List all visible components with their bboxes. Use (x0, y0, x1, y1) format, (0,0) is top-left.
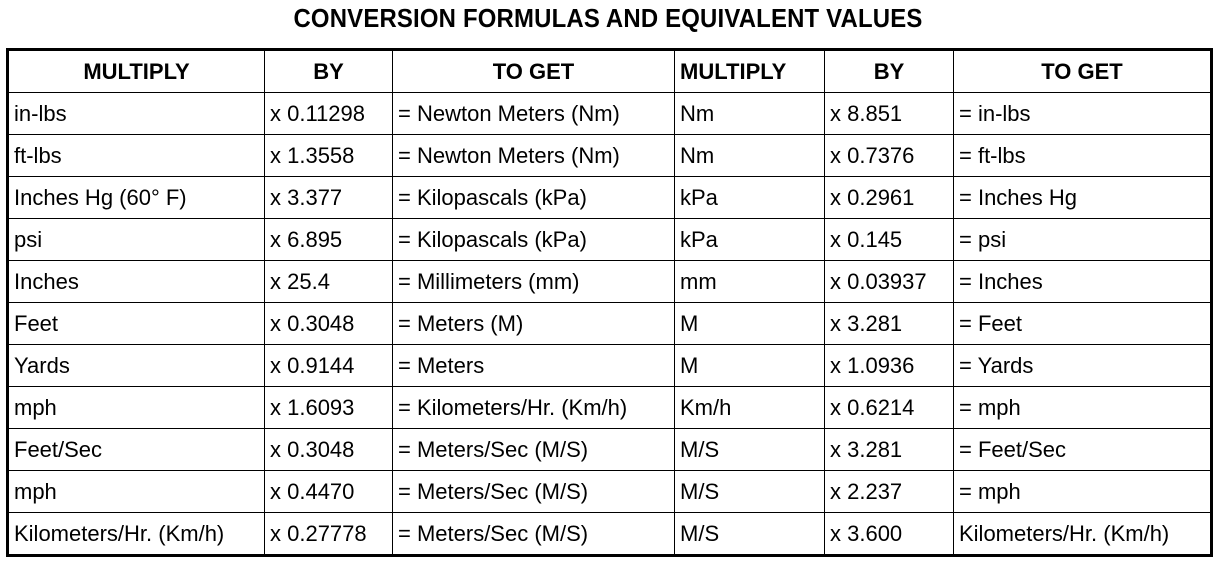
table-row (8, 429, 1212, 471)
by-cell: x 0.9144 (265, 345, 393, 387)
to-get-reverse-cell: = Inches Hg (954, 177, 1212, 219)
multiply-cell: Kilometers/Hr. (Km/h) (8, 513, 265, 556)
by-reverse-cell: x 3.281 (825, 429, 954, 471)
by-cell: x 0.3048 (265, 303, 393, 345)
multiply-cell: Feet/Sec (8, 429, 265, 471)
by-cell: x 25.4 (265, 261, 393, 303)
table-row (8, 471, 1212, 513)
to-get-reverse-cell: Kilometers/Hr. (Km/h) (954, 513, 1212, 556)
to-get-cell: = Kilometers/Hr. (Km/h) (393, 387, 675, 429)
multiply-reverse-cell: M/S (675, 513, 825, 556)
by-reverse-cell: x 0.03937 (825, 261, 954, 303)
to-get-reverse-cell: = mph (954, 387, 1212, 429)
to-get-reverse-cell: = mph (954, 471, 1212, 513)
multiply-cell: Yards (8, 345, 265, 387)
by-reverse-cell: x 8.851 (825, 93, 954, 135)
multiply-reverse-cell: M/S (675, 471, 825, 513)
multiply-reverse-cell: Km/h (675, 387, 825, 429)
multiply-reverse-cell: M/S (675, 429, 825, 471)
table-row (8, 93, 1212, 135)
to-get-reverse-cell: = ft-lbs (954, 135, 1212, 177)
to-get-cell: = Millimeters (mm) (393, 261, 675, 303)
by-cell: x 0.4470 (265, 471, 393, 513)
to-get-cell: = Meters/Sec (M/S) (393, 513, 675, 556)
to-get-cell: = Newton Meters (Nm) (393, 135, 675, 177)
multiply-cell: mph (8, 387, 265, 429)
table-row (8, 219, 1212, 261)
to-get-cell: = Meters/Sec (M/S) (393, 471, 675, 513)
table-row (8, 345, 1212, 387)
multiply-reverse-cell: Nm (675, 135, 825, 177)
page-title: CONVERSION FORMULAS AND EQUIVALENT VALUES (293, 3, 923, 33)
table-row (8, 513, 1212, 556)
column-header-by: BY (265, 50, 393, 93)
to-get-reverse-cell: = Inches (954, 261, 1212, 303)
to-get-reverse-cell: = Feet (954, 303, 1212, 345)
to-get-reverse-cell: = Yards (954, 345, 1212, 387)
to-get-cell: = Kilopascals (kPa) (393, 177, 675, 219)
multiply-reverse-cell: kPa (675, 219, 825, 261)
table-header-row (8, 50, 1212, 93)
multiply-reverse-cell: kPa (675, 177, 825, 219)
multiply-reverse-cell: M (675, 345, 825, 387)
by-cell: x 1.3558 (265, 135, 393, 177)
to-get-cell: = Kilopascals (kPa) (393, 219, 675, 261)
table-row (8, 177, 1212, 219)
by-cell: x 0.3048 (265, 429, 393, 471)
by-cell: x 0.27778 (265, 513, 393, 556)
column-header-multiply: MULTIPLY (8, 50, 265, 93)
by-cell: x 0.11298 (265, 93, 393, 135)
to-get-cell: = Meters/Sec (M/S) (393, 429, 675, 471)
to-get-cell: = Newton Meters (Nm) (393, 93, 675, 135)
multiply-cell: Inches (8, 261, 265, 303)
table-row (8, 303, 1212, 345)
column-header-by-reverse: BY (825, 50, 954, 93)
by-reverse-cell: x 0.145 (825, 219, 954, 261)
table-row (8, 387, 1212, 429)
table-body (8, 93, 1212, 556)
column-header-to-get: TO GET (393, 50, 675, 93)
by-reverse-cell: x 3.281 (825, 303, 954, 345)
by-reverse-cell: x 0.6214 (825, 387, 954, 429)
multiply-cell: psi (8, 219, 265, 261)
by-reverse-cell: x 3.600 (825, 513, 954, 556)
by-cell: x 6.895 (265, 219, 393, 261)
multiply-reverse-cell: mm (675, 261, 825, 303)
by-cell: x 1.6093 (265, 387, 393, 429)
to-get-cell: = Meters (M) (393, 303, 675, 345)
to-get-reverse-cell: = in-lbs (954, 93, 1212, 135)
by-cell: x 3.377 (265, 177, 393, 219)
column-header-to-get-reverse: TO GET (954, 50, 1212, 93)
conversion-table (6, 48, 1213, 557)
table-row (8, 135, 1212, 177)
multiply-cell: mph (8, 471, 265, 513)
multiply-cell: ft-lbs (8, 135, 265, 177)
multiply-cell: Feet (8, 303, 265, 345)
multiply-reverse-cell: Nm (675, 93, 825, 135)
multiply-cell: Inches Hg (60° F) (8, 177, 265, 219)
by-reverse-cell: x 2.237 (825, 471, 954, 513)
by-reverse-cell: x 1.0936 (825, 345, 954, 387)
table-row (8, 261, 1212, 303)
column-header-multiply-reverse: MULTIPLY (675, 50, 825, 93)
to-get-reverse-cell: = Feet/Sec (954, 429, 1212, 471)
multiply-cell: in-lbs (8, 93, 265, 135)
to-get-cell: = Meters (393, 345, 675, 387)
multiply-reverse-cell: M (675, 303, 825, 345)
to-get-reverse-cell: = psi (954, 219, 1212, 261)
by-reverse-cell: x 0.2961 (825, 177, 954, 219)
by-reverse-cell: x 0.7376 (825, 135, 954, 177)
